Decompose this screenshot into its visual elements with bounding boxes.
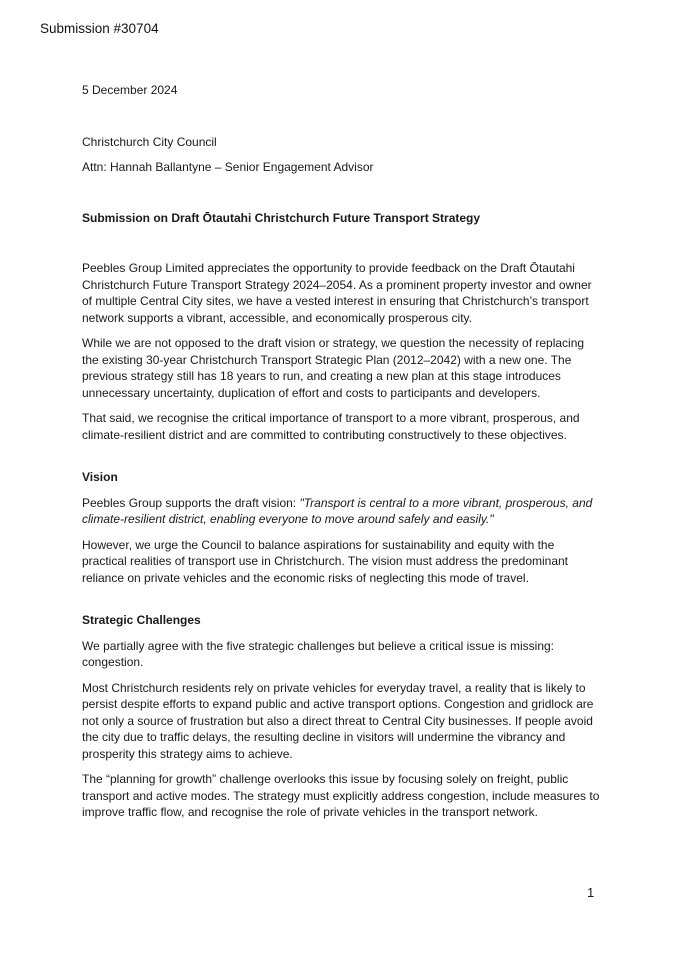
- recipient: Christchurch City Council: [82, 134, 217, 149]
- vision-paragraph-2: However, we urge the Council to balance aspirations for sustainability and equity with the practical realities of transport use in Christchurch. The vision must address the predominant reliance on private vehicles and the economic risks of neglecting this mode of travel.: [82, 537, 569, 585]
- vision-paragraph-1: [82, 495, 602, 528]
- challenges-paragraph-1: We partially agree with the five strategic challenges but believe a critical issue is missing: congestion.: [82, 638, 554, 669]
- subject-heading: Submission on Draft Ōtautahi Christchurch Future Transport Strategy: [82, 210, 481, 225]
- vision-quote: "Transport is central to a more vibrant, prosperous, and climate-resilient district, enabling everyone to move around safely and easily.": [82, 495, 593, 526]
- intro-paragraph-1: Peebles Group Limited appreciates the opportunity to provide feedback on the Draft Ōtautahi Christchurch Future Transport Strategy 2024–2054. As a prominent property investor and owner of multiple Central City sites, we have a vested interest in ensuring that Christchurch’s transport network supports a vibrant, accessible, and economically prosperous city.: [82, 261, 592, 325]
- vision-heading: Vision: [82, 470, 118, 484]
- letter-body: [82, 82, 602, 830]
- attention-line: Attn: Hannah Ballantyne – Senior Engagement Advisor: [82, 160, 374, 174]
- page-number: 1: [587, 885, 595, 900]
- challenges-paragraph-2: Most Christchurch residents rely on private vehicles for everyday travel, a reality that is likely to persist despite efforts to expand public and active transport options. Congestion and gridlock are not only a source of frustration but also a direct threat to Central City businesses. If people avoid the city due to traffic delays, the resulting decline in visitors will undermine the vibrancy and prosperity this strategy aims to achieve.: [82, 680, 594, 761]
- challenges-heading: Strategic Challenges: [82, 613, 201, 627]
- vision-lead-text: Peebles Group supports the draft vision:: [82, 495, 300, 510]
- letter-date: 5 December 2024: [82, 83, 178, 97]
- challenges-paragraph-3: The “planning for growth” challenge overlooks this issue by focusing solely on freight, public transport and active modes. The strategy must explicitly address congestion, include measures to improve traffic flow, and recognise the role of private vehicles in the transport network.: [82, 772, 600, 819]
- intro-paragraph-3: That said, we recognise the critical importance of transport to a more vibrant, prosperous, and climate-resilient district and are committed to contributing constructively to these objectives.: [82, 411, 580, 442]
- intro-paragraph-2: While we are not opposed to the draft vision or strategy, we question the necessity of replacing the existing 30-year Christchurch Transport Strategic Plan (2012–2042) with a new one. The previous strategy still has 18 years to run, and creating a new plan at this stage introduces unnecessary uncertainty, duplication of effort and costs to participants and developers.: [82, 336, 585, 400]
- submission-id: Submission #30704: [40, 21, 159, 36]
